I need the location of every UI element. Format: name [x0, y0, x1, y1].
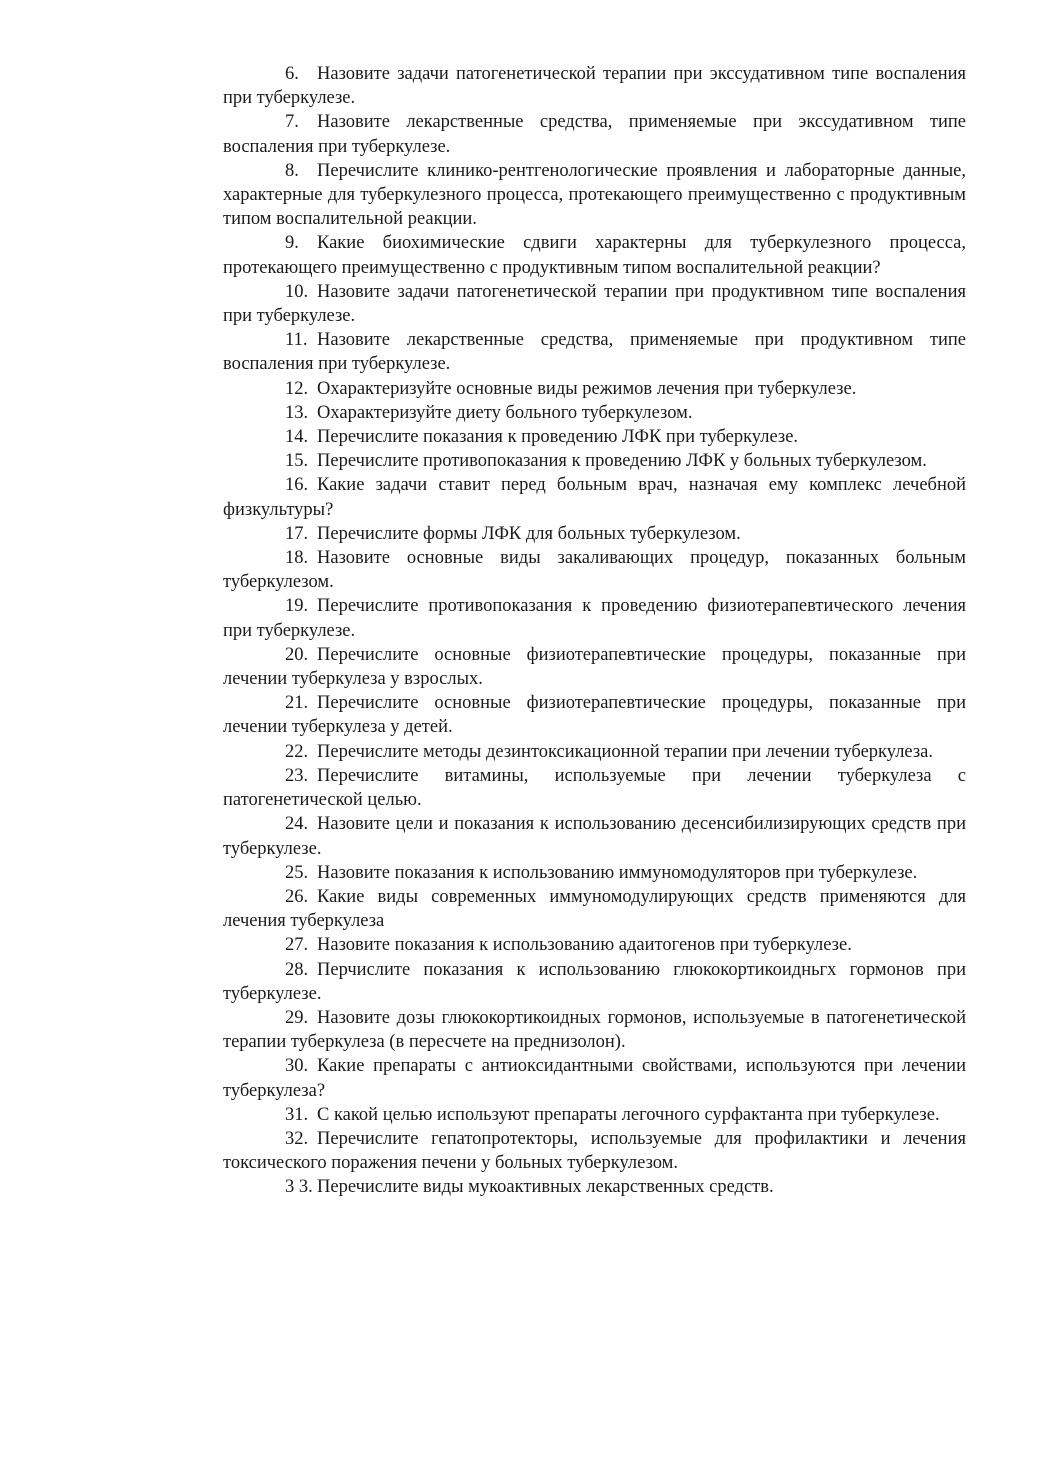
item-number: 28. [285, 959, 309, 980]
item-number: 27. [285, 935, 309, 956]
item-text: Назовите показания к использованию иммуномодуляторов при туберкулезе. [317, 862, 918, 883]
list-item [223, 1103, 966, 1127]
item-number: 25. [285, 862, 309, 883]
item-number: 31. [285, 1104, 309, 1125]
list-item [223, 740, 966, 764]
item-text: Перечислите виды мукоактивных лекарственных средств. [317, 1177, 774, 1198]
list-item [223, 328, 966, 376]
item-number: 12. [285, 378, 309, 399]
list-item [223, 1127, 966, 1175]
item-text: Какие виды современных иммуномодулирующих средств применяются для лечения туберкулеза [223, 886, 966, 932]
item-text: Охарактеризуйте диету больного туберкулезом. [317, 402, 693, 423]
item-number: 10. [285, 281, 309, 302]
item-text: Перечислите формы ЛФК для больных туберкулезом. [317, 523, 741, 544]
item-number: 29. [285, 1007, 309, 1028]
list-item [223, 159, 966, 232]
item-text: Назовите лекарственные средства, применяемые при экссудативном типе воспаления при туберкулезе. [223, 112, 966, 157]
item-text: Назовите задачи патогенетической терапии при продуктивном типе воспаления при туберкулезе. [223, 281, 966, 327]
item-text: Назовите лекарственные средства, применяемые при продуктивном типе воспаления при туберкулезе. [223, 330, 966, 375]
list-item [223, 594, 966, 642]
list-item [223, 425, 966, 449]
list-item [223, 522, 966, 546]
item-number: 13. [285, 402, 309, 423]
item-text: Какие препараты с антиоксидантными свойствами, используются при лечении туберкулеза? [223, 1056, 966, 1101]
item-number: 26. [285, 886, 309, 907]
item-text: Охарактеризуйте основные виды режимов лечения при туберкулезе. [317, 378, 857, 399]
item-number: 8. [285, 160, 299, 181]
item-text: Какие задачи ставит перед больным врач, назначая ему комплекс лечебной физкультуры? [223, 475, 966, 520]
item-number: 20. [285, 644, 309, 665]
item-text: Назовите основные виды закаливающих процедур, показанных больным туберкулезом. [223, 548, 966, 593]
list-item [223, 1054, 966, 1102]
item-text: Перечислите противопоказания к проведению ЛФК у больных туберкулезом. [317, 451, 927, 472]
item-text: Назовите цели и показания к использованию десенсибилизирующих средств при туберкулезе. [223, 814, 966, 859]
list-item [223, 764, 966, 812]
item-text: Перчислите показания к использованию глюкокортикоидньгх гормонов при туберкулезе. [223, 959, 966, 1004]
item-number: 14. [285, 427, 309, 448]
item-number: 18. [285, 548, 309, 569]
item-number: 16. [285, 475, 309, 496]
item-number: 9. [285, 233, 299, 254]
item-number: 11. [285, 330, 308, 351]
item-text: Какие биохимические сдвиги характерны для туберкулезного процесса, протекающего преимущественно с продуктивным типом воспалительной реакции? [223, 233, 966, 278]
item-number: 15. [285, 451, 309, 472]
item-text: Перечислите витамины, используемые при лечении туберкулеза с патогенетической целью. [223, 765, 966, 811]
item-number: 22. [285, 741, 309, 762]
item-text: Перечислите основные физиотерапевтические процедуры, показанные при лечении туберкулеза у взрослых. [223, 644, 966, 690]
item-number: 24. [285, 814, 309, 835]
list-item [223, 280, 966, 328]
list-item [223, 110, 966, 158]
item-number: 17. [285, 523, 309, 544]
item-text: Перечислите показания к проведению ЛФК при туберкулезе. [317, 427, 799, 448]
item-text: Назовите задачи патогенетической терапии при экссудативном типе воспаления при туберкулезе. [223, 64, 966, 109]
list-item [223, 401, 966, 425]
item-number: 32. [285, 1128, 309, 1149]
list-item [223, 1175, 966, 1199]
list-item [223, 1006, 966, 1054]
item-text: Перечислите основные физиотерапевтические процедуры, показанные при лечении туберкулеза у детей. [223, 693, 966, 738]
item-text: Перечислите гепатопротекторы, используемые для профилактики и лечения токсического поражения печени у больных туберкулезом. [223, 1128, 966, 1174]
item-text: Назовите дозы глюкокортикоидных гормонов, используемые в патогенетической терапии туберкулеза (в пересчете на преднизолон). [223, 1007, 966, 1053]
item-number: 6. [285, 64, 299, 84]
list-item [223, 643, 966, 691]
list-item [223, 885, 966, 933]
item-text: Перечислите клинико-рентгенологические проявления и лабораторные данные, характерные для туберкулезного процесса, протекающего преимущественно с продуктивным типом воспалительной реакции. [223, 160, 966, 230]
list-item [223, 958, 966, 1006]
list-item [223, 473, 966, 521]
list-item [223, 691, 966, 739]
list-item [223, 377, 966, 401]
item-number: 19. [285, 596, 309, 617]
list-item [223, 861, 966, 885]
list-item [223, 546, 966, 594]
item-number: 7. [285, 112, 299, 133]
list-item [223, 449, 966, 473]
item-number: 3 3. [285, 1177, 313, 1198]
item-number: 30. [285, 1056, 309, 1077]
list-item [223, 812, 966, 860]
list-item [223, 933, 966, 957]
list-item [223, 231, 966, 279]
list-item [223, 62, 966, 110]
item-number: 21. [285, 693, 309, 714]
item-text: С какой целью используют препараты легочного сурфактанта при туберкулезе. [317, 1104, 940, 1125]
item-number: 23. [285, 765, 309, 786]
question-list [223, 62, 966, 1200]
item-text: Назовите показания к использованию адаитогенов при туберкулезе. [317, 935, 852, 956]
item-text: Перечислите противопоказания к проведению физиотерапевтического лечения при туберкулезе. [223, 596, 966, 641]
item-text: Перечислите методы дезинтоксикационной терапии при лечении туберкулеза. [317, 741, 934, 762]
